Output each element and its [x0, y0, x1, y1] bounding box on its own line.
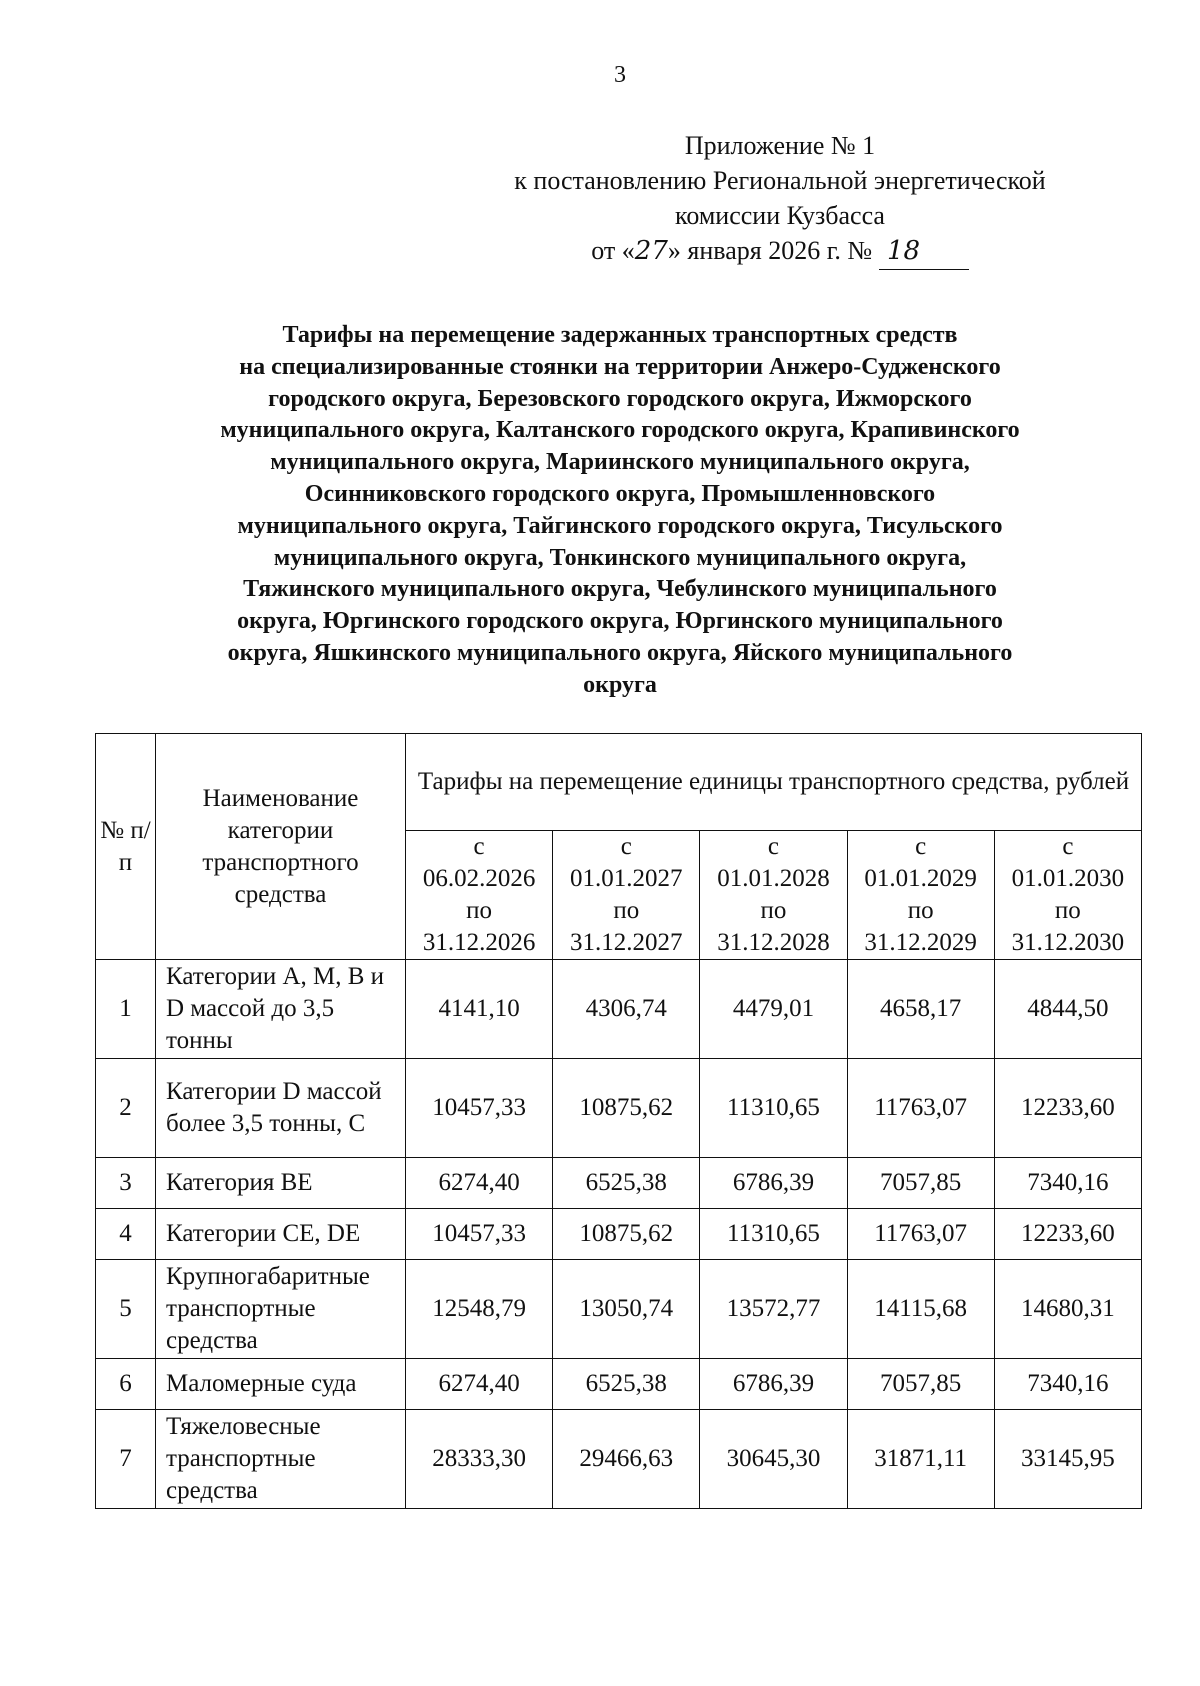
table-row: [96, 1158, 1142, 1209]
tariff-value: 6525,38: [553, 1158, 700, 1209]
period-from: 01.01.2028: [717, 865, 830, 892]
tariff-value: 11310,65: [700, 1059, 847, 1158]
row-number: 4: [96, 1209, 156, 1260]
tariff-value: 10875,62: [553, 1209, 700, 1260]
tariff-value: 10875,62: [553, 1059, 700, 1158]
appendix-date-line: [470, 233, 1090, 270]
appendix-commission-line: комиссии Кузбасса: [675, 201, 885, 230]
period-from: 06.02.2026: [422, 865, 536, 892]
title-line: муниципального округа, Тонкинского муниципального округа,: [273, 544, 967, 571]
tariff-value: 10457,33: [406, 1059, 553, 1158]
row-number: 6: [96, 1359, 156, 1410]
row-number: 1: [96, 960, 156, 1059]
period-to-word: по: [907, 897, 934, 924]
col-num-header: № п/п: [96, 734, 156, 960]
table-row: [96, 1059, 1142, 1158]
title-line: округа, Яшкинского муниципального округа, Яйского муниципального: [227, 639, 1013, 666]
title-line: Тяжинского муниципального округа, Чебулинского муниципального: [243, 576, 997, 603]
table-row: [96, 1260, 1142, 1359]
row-number: 3: [96, 1158, 156, 1209]
row-number: 5: [96, 1260, 156, 1359]
period-to-word: по: [1054, 897, 1081, 924]
tariff-value: 29466,63: [553, 1410, 700, 1509]
document-title: [130, 320, 1110, 702]
tariff-value: 6274,40: [406, 1359, 553, 1410]
tariff-value: 7340,16: [994, 1158, 1141, 1209]
tariff-value: 7057,85: [847, 1359, 994, 1410]
title-line: Осинниковского городского округа, Промышленновского: [304, 480, 936, 507]
title-line: муниципального округа, Тайгинского городского округа, Тисульского: [237, 512, 1003, 539]
tariff-value: 14115,68: [847, 1260, 994, 1359]
tariff-value: 11763,07: [847, 1209, 994, 1260]
period-from-word: с: [620, 833, 632, 860]
tariff-value: 10457,33: [406, 1209, 553, 1260]
period-from-word: с: [473, 833, 485, 860]
period-to: 31.12.2028: [717, 929, 830, 956]
period-from: 01.01.2030: [1011, 865, 1125, 892]
category-name: Категория ВЕ: [156, 1158, 406, 1209]
category-name: Крупногабаритные транспортные средства: [156, 1260, 406, 1359]
period-header: [553, 831, 700, 960]
tariff-value: 4141,10: [406, 960, 553, 1059]
title-line: Тарифы на перемещение задержанных транспортных средств: [282, 322, 958, 348]
category-name: Маломерные суда: [156, 1359, 406, 1410]
tariff-value: 4844,50: [994, 960, 1141, 1059]
period-header: [847, 831, 994, 960]
tariff-value: 31871,11: [847, 1410, 994, 1509]
title-line: муниципального округа, Калтанского городского округа, Крапивинского: [220, 417, 1020, 444]
tariff-value: 12233,60: [994, 1059, 1141, 1158]
tariff-value: 6274,40: [406, 1158, 553, 1209]
period-to-word: по: [466, 897, 493, 924]
tariff-value: 7057,85: [847, 1158, 994, 1209]
col-name-header: Наименование категории транспортного средства: [156, 734, 406, 960]
tariff-value: 6525,38: [553, 1359, 700, 1410]
category-name: Категории СЕ, DE: [156, 1209, 406, 1260]
category-name: Категории А, М, В и D массой до 3,5 тонны: [156, 960, 406, 1059]
tariff-value: 4658,17: [847, 960, 994, 1059]
tariff-group-header: Тарифы на перемещение единицы транспортного средства, рублей: [406, 734, 1142, 831]
tariff-value: 28333,30: [406, 1410, 553, 1509]
period-from-word: с: [767, 833, 780, 860]
tariff-value: 6786,39: [700, 1158, 847, 1209]
category-name: Категории D массой более 3,5 тонны, С: [156, 1059, 406, 1158]
date-suffix: » января 2026 г. №: [667, 236, 873, 265]
appendix-decree-line: к постановлению Региональной энергетической: [514, 166, 1046, 195]
appendix-block: [470, 128, 1090, 270]
tariffs-table: [95, 733, 1142, 1509]
tariff-value: 33145,95: [994, 1410, 1141, 1509]
period-from: 01.01.2027: [570, 865, 683, 892]
period-header: [406, 831, 553, 960]
tariff-value: 14680,31: [994, 1260, 1141, 1359]
decree-number: [879, 234, 969, 270]
tariff-value: 11310,65: [700, 1209, 847, 1260]
table-row: [96, 1359, 1142, 1410]
period-to: 31.12.2029: [864, 929, 977, 956]
title-line: муниципального округа, Мариинского муниципального округа,: [270, 449, 970, 476]
title-line: городского округа, Березовского городского округа, Ижморского: [268, 385, 972, 412]
table-row: [96, 960, 1142, 1059]
tariff-value: 30645,30: [700, 1410, 847, 1509]
tariff-value: 12548,79: [406, 1260, 553, 1359]
row-number: 2: [96, 1059, 156, 1158]
title-line: округа: [583, 671, 657, 698]
table-row: [96, 1209, 1142, 1260]
period-to-word: по: [760, 897, 787, 924]
period-header: [700, 831, 847, 960]
table-row: [96, 1410, 1142, 1509]
period-from-word: с: [1062, 833, 1074, 860]
tariff-value: 7340,16: [994, 1359, 1141, 1410]
tariff-value: 11763,07: [847, 1059, 994, 1158]
tariff-value: 13572,77: [700, 1260, 847, 1359]
tariff-value: 6786,39: [700, 1359, 847, 1410]
period-to: 31.12.2026: [422, 929, 536, 956]
appendix-title: Приложение № 1: [684, 131, 876, 160]
tariff-value: 4479,01: [700, 960, 847, 1059]
tariff-value: 12233,60: [994, 1209, 1141, 1260]
period-to-word: по: [613, 897, 640, 924]
tariff-value: 13050,74: [553, 1260, 700, 1359]
date-prefix: от «: [591, 236, 635, 265]
title-line: на специализированные стоянки на территории Анжеро-Судженского: [239, 353, 1001, 380]
period-to: 31.12.2030: [1011, 929, 1125, 956]
tariff-value: 4306,74: [553, 960, 700, 1059]
period-from: 01.01.2029: [864, 865, 977, 892]
period-from-word: с: [915, 833, 927, 860]
decree-number-value: 18: [887, 236, 921, 266]
category-name: Тяжеловесные транспортные средства: [156, 1410, 406, 1509]
period-header: [994, 831, 1141, 960]
title-line: округа, Юргинского городского округа, Юргинского муниципального: [237, 608, 1003, 635]
period-to: 31.12.2027: [570, 929, 683, 956]
date-day: 27: [634, 236, 668, 266]
page-number: 3: [614, 62, 626, 88]
row-number: 7: [96, 1410, 156, 1509]
